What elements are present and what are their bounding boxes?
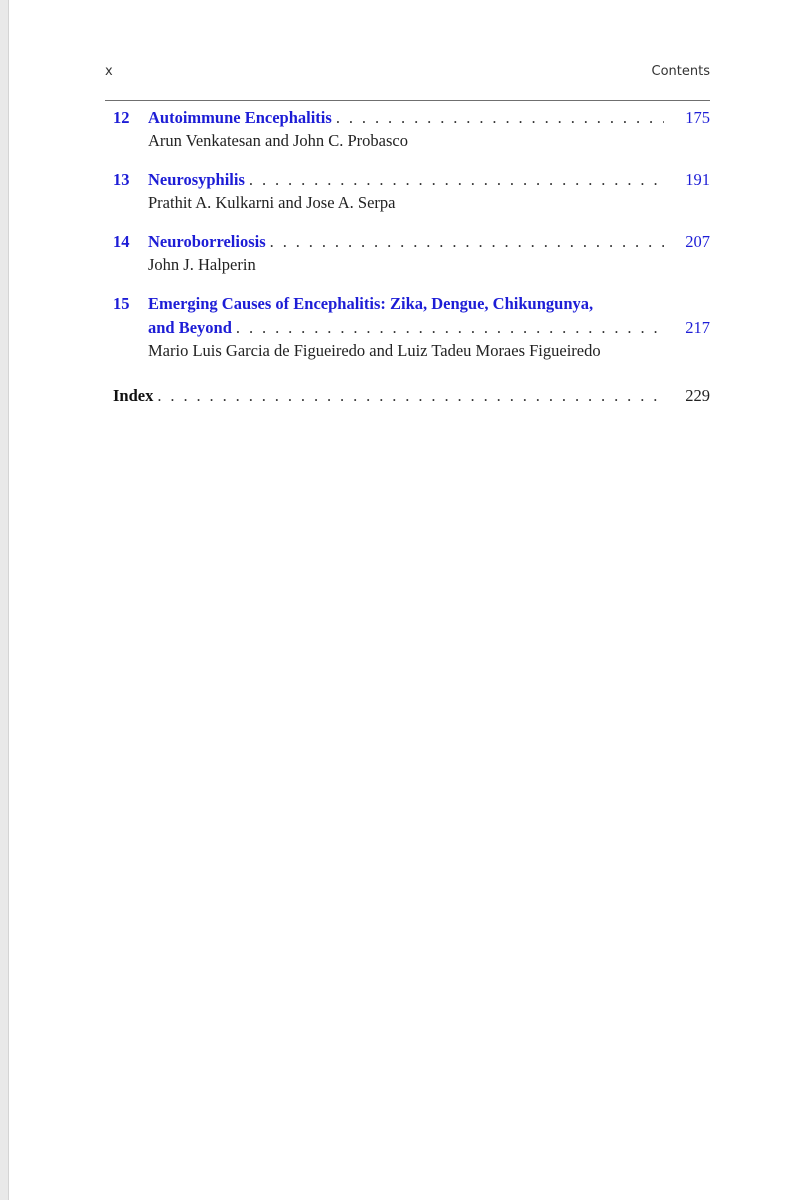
index-title[interactable]: Index [113,386,154,405]
chapter-number: 13 [113,170,130,189]
chapter-title-link-continued[interactable]: and Beyond [148,318,232,337]
chapter-page-link[interactable]: 175 [685,108,710,127]
toc-entry-index [105,384,710,408]
dot-leader [270,230,664,254]
toc-entry-title-line[interactable] [105,292,710,316]
chapter-title-link[interactable]: Autoimmune Encephalitis [148,108,332,127]
index-line[interactable] [105,384,710,408]
chapter-number: 14 [113,232,130,251]
toc-entry-chapter-13 [105,168,710,214]
chapter-authors: Arun Venkatesan and John C. Probasco [148,131,408,150]
toc-entry-chapter-15 [105,292,710,362]
toc-entry-chapter-12 [105,106,710,152]
chapter-page-link[interactable]: 207 [685,232,710,251]
chapter-authors: Prathit A. Kulkarni and Jose A. Serpa [148,193,396,212]
chapter-title-link[interactable]: Emerging Causes of Encephalitis: Zika, Dengue, Chikungunya, [148,294,594,313]
table-of-contents [105,106,710,424]
dot-leader [157,384,664,408]
dot-leader [249,168,664,192]
chapter-authors: Mario Luis Garcia de Figueiredo and Luiz Tadeu Moraes Figueiredo [148,341,601,360]
chapter-authors: John J. Halperin [148,255,256,274]
toc-entry-title-line[interactable] [105,230,710,254]
chapter-number: 15 [113,294,130,313]
page-folio: x [105,64,113,79]
toc-entry-title-line[interactable] [105,106,710,130]
chapter-page-link[interactable]: 217 [685,318,710,337]
toc-entry-title-line-continued[interactable] [105,316,710,340]
toc-entry-title-line[interactable] [105,168,710,192]
chapter-title-link[interactable]: Neurosyphilis [148,170,245,189]
chapter-page-link[interactable]: 191 [685,170,710,189]
running-title: Contents [651,64,710,79]
document-page [8,0,791,1200]
index-page-number[interactable]: 229 [685,386,710,405]
chapter-title-link[interactable]: Neuroborreliosis [148,232,266,251]
running-head [105,64,710,84]
dot-leader [336,106,664,130]
header-rule [105,100,710,101]
toc-entry-chapter-14 [105,230,710,276]
chapter-number: 12 [113,108,130,127]
dot-leader [236,316,664,340]
